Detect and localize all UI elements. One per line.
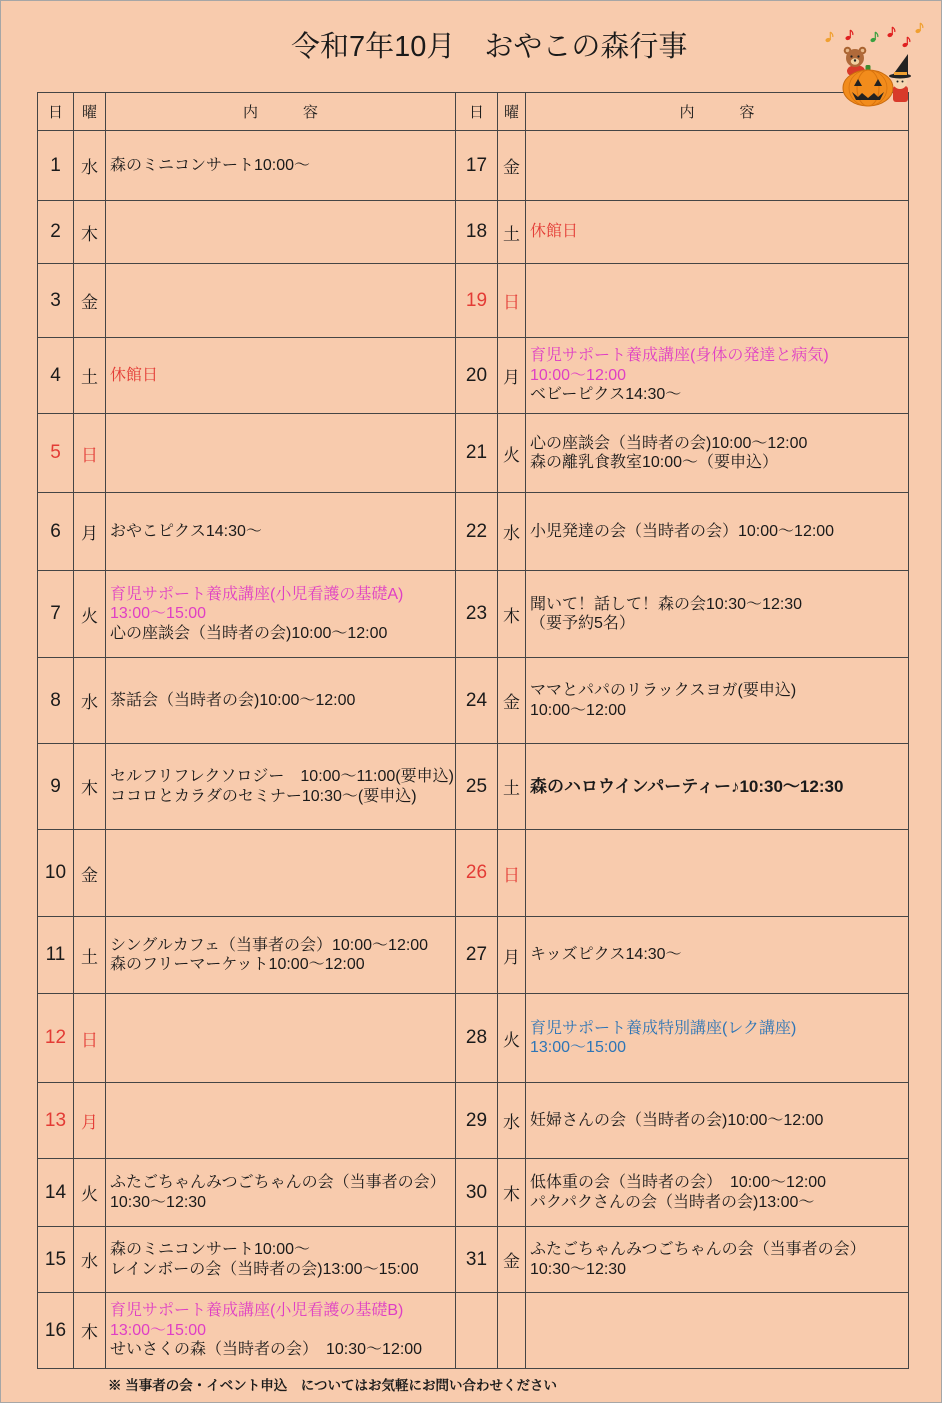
event-line: 10:00～12:00: [530, 366, 627, 384]
event-line: シングルカフェ（当事者の会）10:00～12:00: [110, 936, 429, 954]
table-row: [38, 994, 909, 1083]
day-number: 20: [456, 338, 498, 414]
event-cell: [106, 338, 456, 414]
event-cell: [526, 414, 909, 493]
weekday-cell: 木: [74, 201, 106, 264]
day-number: 29: [456, 1083, 498, 1159]
event-cell: [106, 658, 456, 744]
day-number: 18: [456, 201, 498, 264]
event-line: ママとパパのリラックスヨガ(要申込): [530, 682, 797, 699]
event-line: 心の座談会（当時者の会)10:00～12:00: [530, 434, 808, 452]
weekday-cell: 金: [498, 658, 526, 744]
weekday-cell: 日: [74, 414, 106, 493]
weekday-cell: 月: [74, 493, 106, 571]
weekday-cell: 日: [498, 830, 526, 917]
event-line: 森のミニコンサート10:00～: [110, 1241, 311, 1258]
day-number: 3: [38, 264, 74, 338]
weekday-cell-empty: [498, 1293, 526, 1369]
event-line: 育児サポート養成講座(小児看護の基礎B): [110, 1302, 404, 1320]
event-cell: [106, 1293, 456, 1369]
event-cell: [106, 1083, 456, 1159]
weekday-cell: 月: [74, 1083, 106, 1159]
event-line: 聞いて！話して！森の会10:30～12:30: [530, 595, 803, 613]
weekday-cell: 水: [74, 658, 106, 744]
event-line: 10:00～12:00: [530, 701, 627, 719]
day-number: 10: [38, 830, 74, 917]
table-row: [38, 1227, 909, 1293]
weekday-cell: 水: [74, 1227, 106, 1293]
event-line: 13:00～15:00: [530, 1039, 627, 1056]
day-number: 23: [456, 571, 498, 658]
event-line: 茶話会（当時者の会)10:00～12:00: [110, 691, 356, 709]
weekday-cell: 水: [498, 1083, 526, 1159]
weekday-cell: 火: [74, 571, 106, 658]
weekday-cell: 日: [74, 994, 106, 1083]
header-content-right: 内 容: [526, 93, 909, 131]
table-row: [38, 1293, 909, 1369]
event-line: せいさくの森（当時者の会） 10:30～12:00: [110, 1341, 423, 1359]
table-row: [38, 338, 909, 414]
event-line: 育児サポート養成講座(身体の発達と病気): [530, 347, 829, 365]
day-number: 24: [456, 658, 498, 744]
table-row: [38, 1083, 909, 1159]
event-cell: [106, 571, 456, 658]
event-cell: [106, 414, 456, 493]
day-number: 16: [38, 1293, 74, 1369]
witch-hat-icon: [889, 54, 911, 102]
event-cell: [526, 744, 909, 830]
weekday-cell: 月: [498, 917, 526, 994]
table-row: [38, 201, 909, 264]
event-line: 森のハロウインパーティー♪10:30～12:30: [530, 776, 844, 796]
day-number: 5: [38, 414, 74, 493]
table-row: [38, 493, 909, 571]
event-line: 低体重の会（当時者の会） 10:00～12:00: [530, 1174, 827, 1191]
weekday-cell: 土: [74, 917, 106, 994]
event-line: 10:30～12:30: [530, 1260, 627, 1278]
weekday-cell: 水: [498, 493, 526, 571]
day-number: 12: [38, 994, 74, 1083]
weekday-cell: 水: [74, 131, 106, 201]
day-number: 13: [38, 1083, 74, 1159]
event-cell: [526, 1083, 909, 1159]
event-cell: [526, 1227, 909, 1293]
event-cell-empty: [526, 1293, 909, 1369]
event-cell: [106, 994, 456, 1083]
day-number: 6: [38, 493, 74, 571]
day-number: 25: [456, 744, 498, 830]
day-number: 4: [38, 338, 74, 414]
day-number: 26: [456, 830, 498, 917]
event-cell: [526, 264, 909, 338]
day-number-empty: [456, 1293, 498, 1369]
event-line: 13:00～15:00: [110, 605, 207, 623]
weekday-cell: 金: [74, 264, 106, 338]
closed-notice: 休館日: [110, 366, 159, 384]
day-number: 11: [38, 917, 74, 994]
event-line: セルフリフレクソロジー 10:00～11:00(要申込): [110, 768, 454, 785]
event-line: 森のフリーマーケット10:00～12:00: [110, 956, 365, 973]
table-row: [38, 131, 909, 201]
header-day: 日: [38, 93, 74, 131]
event-cell: [526, 994, 909, 1083]
page-title: 令和7年10月 おやこの森行事: [291, 31, 688, 63]
day-number: 1: [38, 131, 74, 201]
event-cell: [526, 201, 909, 264]
header-weekday-right: 曜: [498, 93, 526, 131]
table-row: [38, 658, 909, 744]
day-number: 7: [38, 571, 74, 658]
table-row: [38, 917, 909, 994]
weekday-cell: 火: [498, 994, 526, 1083]
event-cell: [526, 571, 909, 658]
day-number: 30: [456, 1159, 498, 1227]
event-cell: [106, 744, 456, 830]
day-number: 8: [38, 658, 74, 744]
event-calendar-table: [37, 92, 909, 1369]
day-number: 28: [456, 994, 498, 1083]
day-number: 14: [38, 1159, 74, 1227]
table-row: [38, 1159, 909, 1227]
table-row: [38, 264, 909, 338]
weekday-cell: 木: [74, 744, 106, 830]
weekday-cell: 土: [498, 744, 526, 830]
table-row: [38, 571, 909, 658]
event-cell: [106, 201, 456, 264]
table-header-row: [38, 93, 909, 131]
header-day-right: 日: [456, 93, 498, 131]
day-number: 17: [456, 131, 498, 201]
day-number: 31: [456, 1227, 498, 1293]
event-line: ベビーピクス14:30～: [530, 386, 682, 404]
event-cell: [106, 917, 456, 994]
closed-notice: 休館日: [530, 223, 579, 241]
footer-note: ※ 当事者の会・イベント申込 についてはお気軽にお問い合わせください: [108, 1378, 557, 1393]
event-line: 育児サポート養成特別講座(レク講座): [530, 1019, 797, 1037]
event-cell: [106, 1227, 456, 1293]
event-line: 小児発達の会（当時者の会）10:00～12:00: [530, 522, 835, 540]
event-line: 森のミニコンサート10:00～: [110, 156, 311, 174]
event-cell: [106, 830, 456, 917]
day-number: 9: [38, 744, 74, 830]
day-number: 22: [456, 493, 498, 571]
event-cell: [106, 131, 456, 201]
table-row: [38, 414, 909, 493]
event-line: キッズピクス14:30～: [530, 946, 682, 964]
event-line: 13:00～15:00: [110, 1321, 207, 1339]
header-content: 内 容: [106, 93, 456, 131]
event-line: （要予約5名）: [530, 615, 635, 632]
weekday-cell: 日: [498, 264, 526, 338]
weekday-cell: 金: [74, 830, 106, 917]
day-number: 15: [38, 1227, 74, 1293]
weekday-cell: 土: [74, 338, 106, 414]
day-number: 2: [38, 201, 74, 264]
event-cell: [106, 493, 456, 571]
event-line: パクパクさんの会（当時者の会)13:00～: [530, 1193, 815, 1211]
weekday-cell: 金: [498, 1227, 526, 1293]
event-cell: [526, 131, 909, 201]
event-cell: [526, 338, 909, 414]
halloween-decoration: [818, 20, 928, 112]
event-line: 森の離乳食教室10:00～（要申込）: [530, 454, 779, 471]
table-row: [38, 744, 909, 830]
table-row: [38, 830, 909, 917]
header-weekday: 曜: [74, 93, 106, 131]
weekday-cell: 木: [74, 1293, 106, 1369]
event-line: 妊婦さんの会（当時者の会)10:00～12:00: [530, 1111, 824, 1129]
event-cell: [526, 917, 909, 994]
event-cell: [106, 1159, 456, 1227]
weekday-cell: 火: [498, 414, 526, 493]
day-number: 27: [456, 917, 498, 994]
event-line: ふたごちゃんみつごちゃんの会（当事者の会）: [110, 1174, 446, 1191]
event-cell: [526, 830, 909, 917]
event-line: レインボーの会（当時者の会)13:00～15:00: [110, 1260, 419, 1278]
day-number: 19: [456, 264, 498, 338]
weekday-cell: 火: [74, 1159, 106, 1227]
event-line: ふたごちゃんみつごちゃんの会（当事者の会）: [530, 1241, 866, 1258]
event-cell: [526, 1159, 909, 1227]
weekday-cell: 木: [498, 1159, 526, 1227]
event-line: おやこピクス14:30～: [110, 522, 262, 540]
event-line: 10:30～12:30: [110, 1193, 207, 1211]
event-line: 育児サポート養成講座(小児看護の基礎A): [110, 585, 404, 603]
event-line: 心の座談会（当時者の会)10:00～12:00: [110, 624, 388, 642]
day-number: 21: [456, 414, 498, 493]
event-cell: [106, 264, 456, 338]
event-cell: [526, 658, 909, 744]
weekday-cell: 土: [498, 201, 526, 264]
weekday-cell: 木: [498, 571, 526, 658]
music-note-icon: [825, 23, 923, 48]
event-cell: [526, 493, 909, 571]
weekday-cell: 金: [498, 131, 526, 201]
weekday-cell: 月: [498, 338, 526, 414]
event-line: ココロとカラダのセミナー10:30～(要申込): [110, 787, 417, 805]
